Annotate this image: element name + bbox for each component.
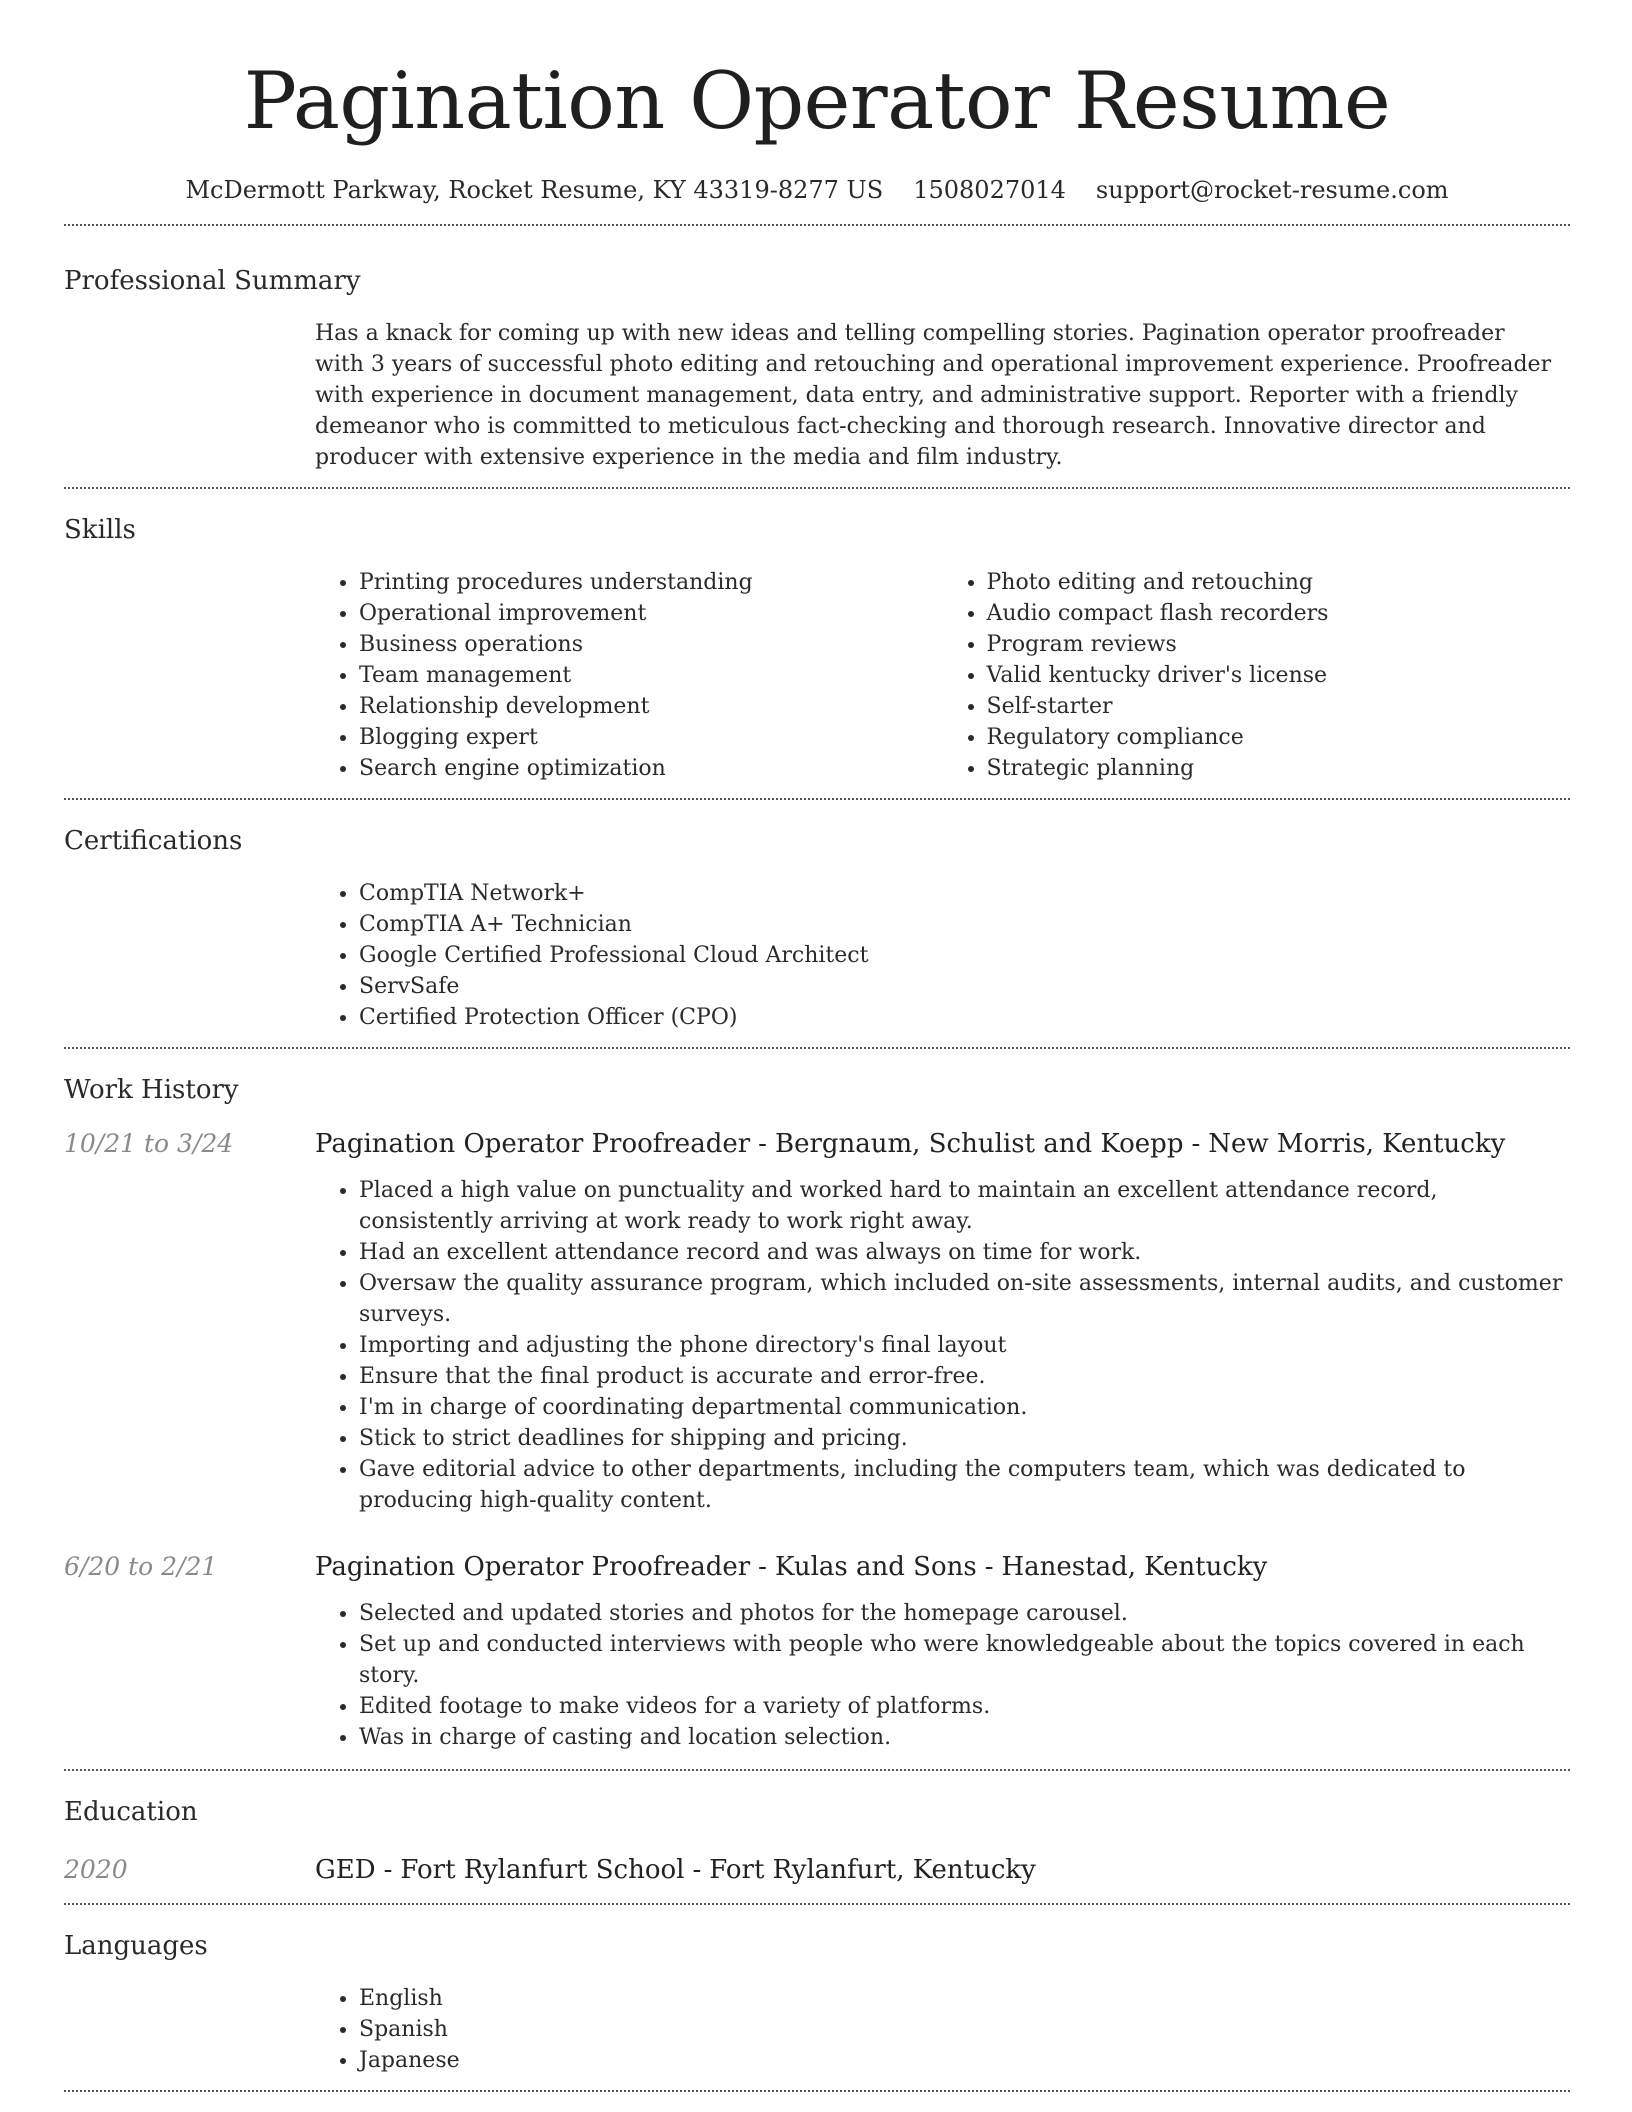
list-item: • Stick to strict deadlines for shipping and pricing. [359,1423,1570,1454]
education-degree: GED [315,1855,376,1885]
skills-section [64,489,1570,784]
job-bullet-list [315,1175,1570,1516]
list-item: • Team management [359,660,943,691]
separator: - [1191,1129,1201,1159]
job-dates: 10/21 to 3/24 [64,1129,234,1158]
separator: - [383,1855,393,1885]
list-item: • Had an excellent attendance record and was always on time for work. [359,1237,1570,1268]
job-company: Bergnaum, Schulist and Koepp [774,1129,1184,1159]
list-item: • Oversaw the quality assurance program, which included on-site assessments, internal audits, and customer surveys. [359,1268,1570,1330]
list-item: • English [359,1983,1570,2014]
education-location: Fort Rylanfurt, Kentucky [709,1855,1036,1885]
list-item: • Selected and updated stories and photos for the homepage carousel. [359,1598,1570,1629]
certifications-list [315,878,1570,1033]
skills-grid [315,567,1570,784]
separator: - [758,1552,767,1582]
job-role: Pagination Operator Proofreader [315,1129,751,1159]
job-entry [64,1550,1570,1753]
job-location: New Morris, Kentucky [1208,1129,1506,1159]
work-section [64,1049,1570,1769]
job-bullets [315,1175,1570,1516]
skills-list-left [315,567,943,784]
list-item: • Regulatory compliance [987,722,1571,753]
section-title-certifications: Certifications [64,826,243,856]
list-item: • Program reviews [987,629,1571,660]
list-item: • Blogging expert [359,722,943,753]
divider [64,2090,1570,2092]
list-item: • ServSafe [359,971,1570,1002]
section-title-summary: Professional Summary [64,266,361,296]
list-item: • CompTIA A+ Technician [359,909,1570,940]
section-title-skills: Skills [64,515,136,545]
contact-email: support@rocket-resume.com [1095,176,1449,204]
list-item: • Spanish [359,2014,1570,2045]
separator: - [984,1552,994,1582]
list-item: • Google Certified Professional Cloud Architect [359,940,1570,971]
list-item: • Photo editing and retouching [987,567,1571,598]
list-item: • Operational improvement [359,598,943,629]
list-item: • Japanese [359,2045,1570,2076]
section-title-education: Education [64,1797,198,1827]
list-item: • Set up and conducted interviews with people who were knowledgeable about the topics covered in each story. [359,1629,1570,1691]
contact-line [64,174,1570,206]
list-item: • Search engine optimization [359,753,943,784]
languages-section [64,1905,1570,2076]
languages-list [315,1983,1570,2076]
resume-title: Pagination Operator Resume [243,55,1391,147]
summary-text: Has a knack for coming up with new ideas and telling compelling stories. Pagination operator proofreader with 3 years of successful photo editing and retouching and operational improvement experience. Proofreader with experience in document management, data entry, and administrative support. Reporter with a friendly demeanor who is committed to meticulous fact-checking and thorough research. Innovative director and producer with extensive experience in the media and film industry. [315,321,1552,470]
job-heading [315,1550,1570,1584]
list-item: • Audio compact flash recorders [987,598,1571,629]
list-item: • Certified Protection Officer (CPO) [359,1002,1570,1033]
section-title-work: Work History [64,1075,239,1105]
certifications-section [64,800,1570,1033]
job-bullets [315,1598,1570,1753]
list-item: • Self-starter [987,691,1571,722]
job-location: Hanestad, Kentucky [1001,1552,1268,1582]
list-item: • Strategic planning [987,753,1571,784]
job-company: Kulas and Sons [774,1552,977,1582]
languages-block [315,1983,1570,2076]
list-item: • Gave editorial advice to other departments, including the computers team, which was dedicated to producing high-quality content. [359,1454,1570,1516]
list-item: • Business operations [359,629,943,660]
list-item: • Ensure that the final product is accurate and error-free. [359,1361,1570,1392]
skills-list-right [943,567,1571,784]
education-school: Fort Rylanfurt School [400,1855,685,1885]
list-item: • I'm in charge of coordinating departmental communication. [359,1392,1570,1423]
section-title-languages: Languages [64,1931,208,1961]
summary-section [64,226,1570,473]
job-heading [315,1127,1570,1161]
list-item: • Valid kentucky driver's license [987,660,1571,691]
list-item: • Placed a high value on punctuality and worked hard to maintain an excellent attendance record, consistently arriving at work ready to work right away. [359,1175,1570,1237]
education-entry [64,1853,1570,1887]
certifications-block [315,878,1570,1033]
list-item: • CompTIA Network+ [359,878,1570,909]
job-role: Pagination Operator Proofreader [315,1552,751,1582]
contact-phone: 1508027014 [913,176,1066,204]
list-item: • Importing and adjusting the phone directory's final layout [359,1330,1570,1361]
separator: - [758,1129,767,1159]
job-entry [64,1127,1570,1516]
job-bullet-list [315,1598,1570,1753]
education-section [64,1771,1570,1887]
contact-address: McDermott Parkway, Rocket Resume, KY 43319-8277 US [185,176,884,204]
education-heading [315,1853,1570,1887]
resume-page [64,0,1570,2092]
list-item: • Relationship development [359,691,943,722]
separator: - [692,1855,702,1885]
list-item: • Printing procedures understanding [359,567,943,598]
list-item: • Was in charge of casting and location selection. [359,1722,1570,1753]
list-item: • Edited footage to make videos for a variety of platforms. [359,1691,1570,1722]
job-dates: 6/20 to 2/21 [64,1552,218,1581]
education-year: 2020 [64,1855,128,1884]
